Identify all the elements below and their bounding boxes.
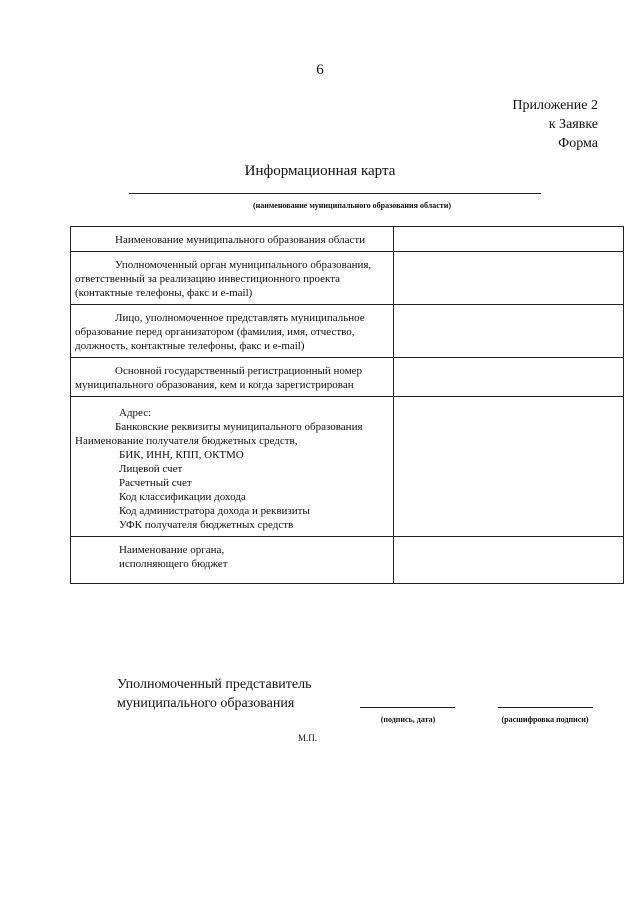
personal-account-line: Лицевой счет xyxy=(119,463,183,475)
title-caption: (наименование муниципального образования области) xyxy=(252,201,452,210)
information-table xyxy=(70,226,624,584)
settlement-account-line: Расчетный счет xyxy=(119,477,192,489)
row-value-registration-number[interactable] xyxy=(394,358,624,397)
title-underline xyxy=(129,193,541,194)
budget-body-line-2: исполняющего бюджет xyxy=(119,558,228,570)
table-row xyxy=(71,537,624,584)
signature-line-1: Уполномоченный представитель xyxy=(117,677,312,692)
signature-line-2: муниципального образования xyxy=(117,696,295,711)
bik-inn-line: БИК, ИНН, КПП, ОКТМО xyxy=(119,449,244,461)
document-title: Информационная карта xyxy=(244,163,396,179)
row-value-authorized-body[interactable] xyxy=(394,252,624,305)
row-value-address-bank-details[interactable] xyxy=(394,397,624,537)
signature-block xyxy=(117,675,312,713)
table-row xyxy=(71,305,624,358)
row-label-address-bank-details xyxy=(71,397,394,537)
appendix-line-2: к Заявке xyxy=(548,117,598,132)
address-line: Адрес: xyxy=(119,407,152,419)
row-label-authorized-body: Уполномоченный орган муниципального образования, ответственный за реализацию инвестиционного проекта (контактные телефоны, факс и e-mail) xyxy=(71,252,394,305)
page-number: 6 xyxy=(316,62,324,78)
signature-decode-caption: (расшифровка подписи) xyxy=(501,715,589,724)
row-label-authorized-person: Лицо, уполномоченное представлять муниципальное образование перед организатором (фамилия, имя, отчество, должность, контактные телефоны, факс и e-mail) xyxy=(71,305,394,358)
bank-details-line: Банковские реквизиты муниципального образования Наименование получателя бюджетных средств, xyxy=(75,421,363,447)
income-code-line: Код классификации дохода xyxy=(119,491,246,503)
appendix-header xyxy=(512,96,598,153)
signature-date-caption: (подпись, дата) xyxy=(380,715,436,724)
row-value-municipality-name[interactable] xyxy=(394,227,624,252)
row-label-municipality-name: Наименование муниципального образования области xyxy=(71,227,394,252)
signature-date-field[interactable] xyxy=(360,707,455,708)
budget-body-line-1: Наименование органа, xyxy=(119,544,225,556)
row-value-authorized-person[interactable] xyxy=(394,305,624,358)
stamp-place: М.П. xyxy=(298,733,318,743)
ufk-line: УФК получателя бюджетных средств xyxy=(119,519,294,531)
appendix-line-1: Приложение 2 xyxy=(512,98,598,113)
row-label-registration-number: Основной государственный регистрационный номер муниципального образования, кем и когда зарегистрирован xyxy=(71,358,394,397)
signature-decode-field[interactable] xyxy=(498,707,593,708)
table-row xyxy=(71,227,624,252)
administrator-code-line: Код администратора дохода и реквизиты xyxy=(119,505,310,517)
table-row xyxy=(71,358,624,397)
table-row xyxy=(71,252,624,305)
appendix-line-3: Форма xyxy=(558,136,598,151)
row-value-budget-body[interactable] xyxy=(394,537,624,584)
row-label-budget-body xyxy=(71,537,394,584)
table-row xyxy=(71,397,624,537)
